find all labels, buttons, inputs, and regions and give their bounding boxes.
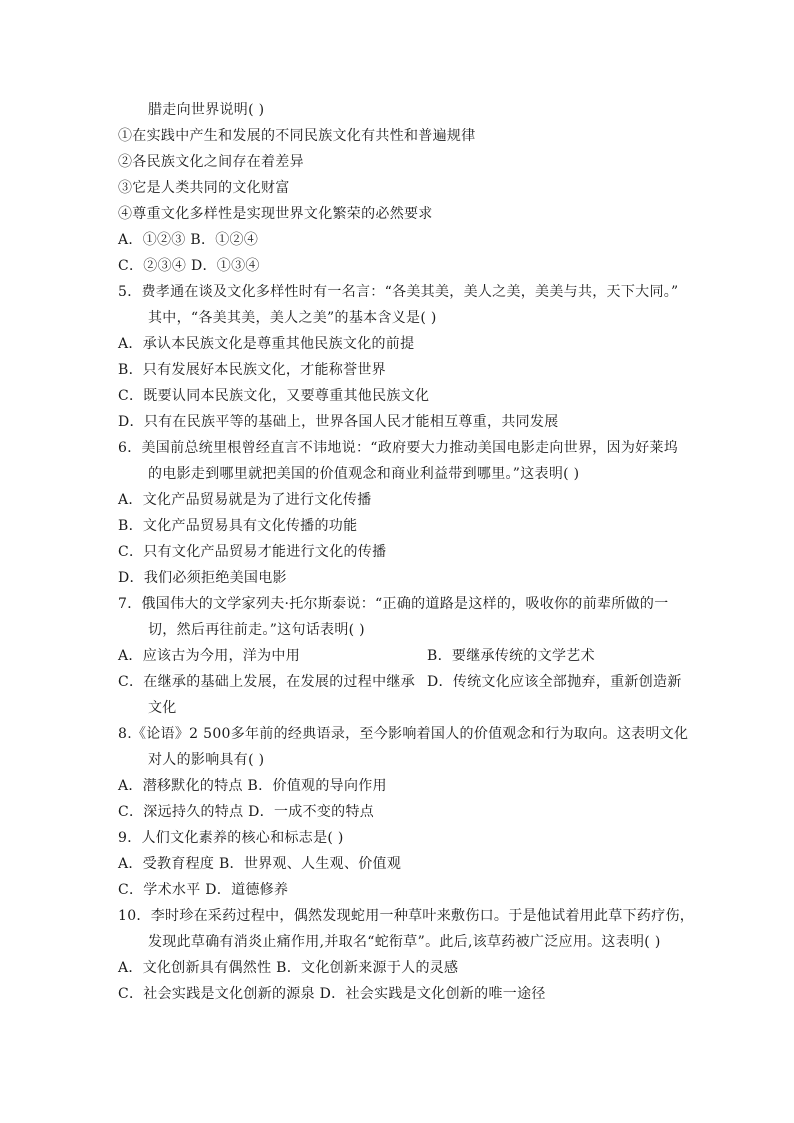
q9-options-row-2: C．学术水平 D．道德修养 [118,882,289,898]
q5-option-b: B．只有发展好本民族文化，才能称誉世界 [118,362,386,378]
q10-options-row-1: A．文化创新具有偶然性 B．文化创新来源于人的灵感 [118,960,459,976]
q5-option-d: D．只有在民族平等的基础上，世界各国人民才能相互尊重，共同发展 [118,414,559,430]
q7-option-b: B．要继承传统的文学艺术 [427,648,595,664]
q4-stem-continuation: 腊走向世界说明( ) [148,102,265,118]
q7-stem-line-1: 7．俄国伟大的文学家列夫·托尔斯泰说：“正确的道路是这样的，吸收你的前辈所做的一 [118,596,669,612]
q6-option-a: A．文化产品贸易就是为了进行文化传播 [118,492,372,508]
q5-option-a: A．承认本民族文化是尊重其他民族文化的前提 [118,336,415,352]
q9-options-row-1: A．受教育程度 B．世界观、人生观、价值观 [118,856,402,872]
q5-stem-line-2: 其中，“各美其美，美人之美”的基本含义是( ) [148,310,437,326]
q8-options-row-1: A．潜移默化的特点 B．价值观的导向作用 [118,778,387,794]
q6-stem-line-1: 6．美国前总统里根曾经直言不讳地说：“政府要大力推动美国电影走向世界，因为好莱坞 [118,440,679,456]
q6-option-b: B．文化产品贸易具有文化传播的功能 [118,518,358,534]
q10-options-row-2: C．社会实践是文化创新的源泉 D．社会实践是文化创新的唯一途径 [118,986,546,1002]
q6-stem-line-2: 的电影走到哪里就把美国的价值观念和商业利益带到哪里。”这表明( ) [148,466,580,482]
q5-option-c: C．既要认同本民族文化，又要尊重其他民族文化 [118,388,430,404]
q7-stem-line-2: 切，然后再往前走。”这句话表明( ) [148,622,365,638]
q4-item-4: ④尊重文化多样性是实现世界文化繁荣的必然要求 [118,206,433,222]
q10-stem-line-1: 10．李时珍在采药过程中，偶然发现蛇用一种草叶来敷伤口。于是他试着用此草下药疗伤， [118,908,695,924]
q7-option-d-continuation: 文化 [148,700,177,716]
q4-item-3: ③它是人类共同的文化财富 [118,180,290,196]
q8-stem-line-1: 8.《论语》2 500多年前的经典语录，至今影响着国人的价值观念和行为取向。这表明文化 [118,726,689,742]
q4-item-2: ②各民族文化之间存在着差异 [118,154,304,170]
q7-option-a: A．应该古为今用，洋为中用 [118,648,301,664]
q7-option-c: C．在继承的基础上发展，在发展的过程中继承 [118,674,416,690]
q5-stem-line-1: 5．费孝通在谈及文化多样性时有一名言：“各美其美，美人之美，美美与共，天下大同。” [118,284,679,300]
q7-option-d: D．传统文化应该全部抛弃，重新创造新 [427,674,682,690]
q4-options-row-2: C．②③④ D．①③④ [118,258,260,274]
q8-options-row-2: C．深远持久的特点 D．一成不变的特点 [118,804,375,820]
q4-options-row-1: A．①②③ B．①②④ [118,232,259,248]
q4-item-1: ①在实践中产生和发展的不同民族文化有共性和普遍规律 [118,128,476,144]
q8-stem-line-2: 对人的影响具有( ) [148,752,265,768]
q10-stem-line-2: 发现此草确有消炎止痛作用,并取名“蛇衔草”。此后,该草药被广泛应用。这表明( ) [148,934,661,950]
q9-stem: 9．人们文化素养的核心和标志是( ) [118,830,344,846]
q6-option-d: D．我们必须拒绝美国电影 [118,570,287,586]
q6-option-c: C．只有文化产品贸易才能进行文化的传播 [118,544,387,560]
